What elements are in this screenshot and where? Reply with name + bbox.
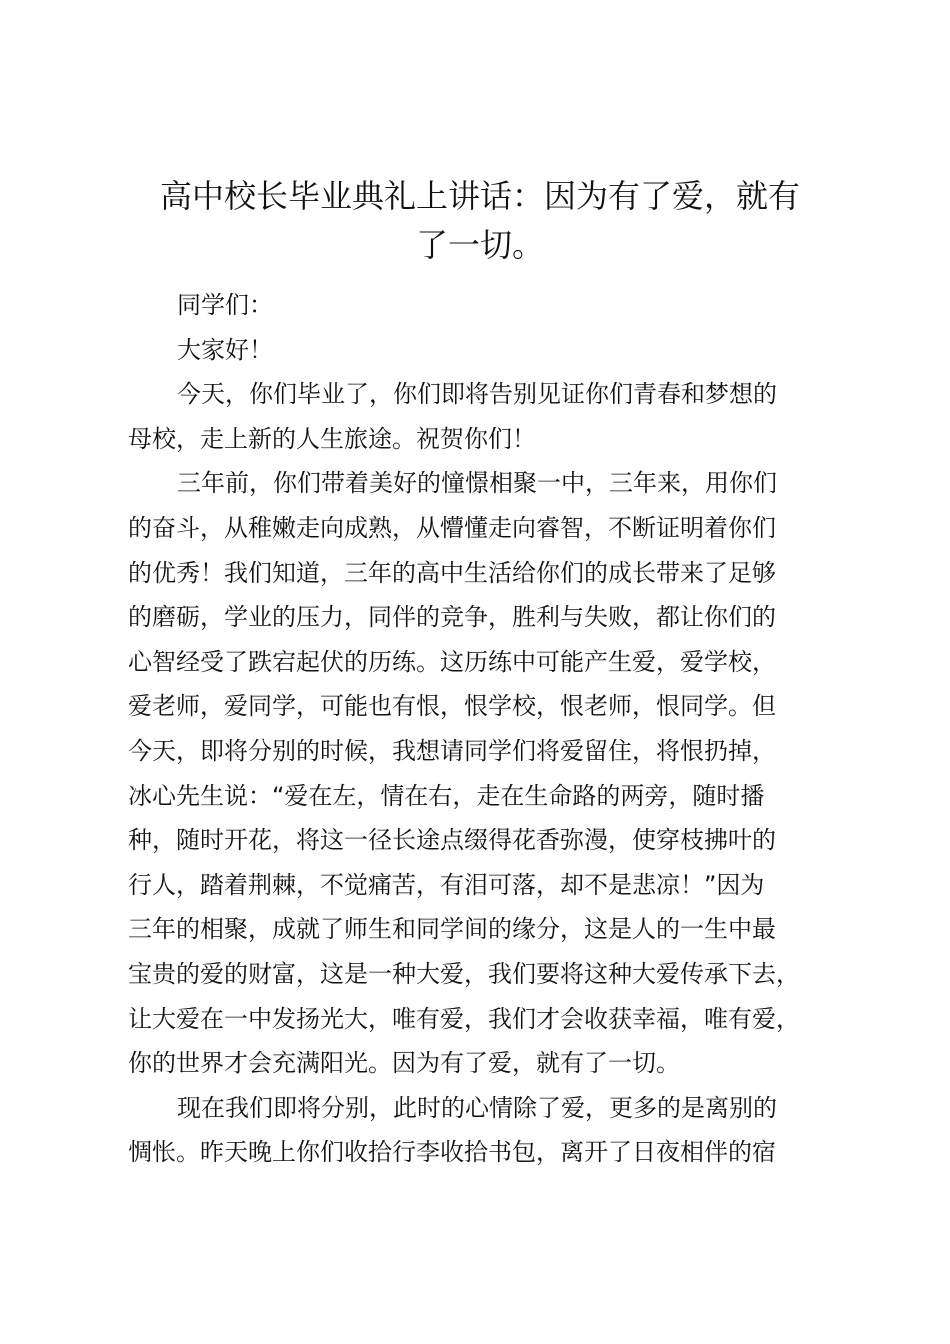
paragraph-line: 你的世界才会充满阳光。因为有了爱，就有了一切。 xyxy=(128,1049,680,1078)
paragraph-line: 现在我们即将分别，此时的心情除了爱，更多的是离别的 xyxy=(177,1093,777,1122)
paragraph-line: 心智经受了跌宕起伏的历练。这历练中可能产生爱，爱学校， xyxy=(128,647,776,676)
paragraph-line: 同学们： xyxy=(177,291,273,319)
paragraph-line: 的奋斗，从稚嫩走向成熟，从懵懂走向睿智，不断证明着你们 xyxy=(128,513,776,542)
document-title xyxy=(128,172,832,270)
paragraph-farewell xyxy=(128,1086,832,1175)
paragraph-line: 三年前，你们带着美好的憧憬相聚一中，三年来，用你们 xyxy=(177,469,777,498)
paragraph-line: 的优秀！我们知道，三年的高中生活给你们的成长带来了足够 xyxy=(128,558,776,587)
paragraph-line: 爱老师，爱同学，可能也有恨，恨学校，恨老师，恨同学。但 xyxy=(128,692,776,721)
paragraph-line: 母校，走上新的人生旅途。祝贺你们！ xyxy=(128,424,536,453)
paragraph-line: 大家好！ xyxy=(177,335,273,364)
title-line: 了一切。 xyxy=(415,226,544,264)
paragraph-line: 三年的相聚，成就了师生和同学间的缘分，这是人的一生中最 xyxy=(128,915,776,944)
paragraph-line: 冰心先生说：“爱在左，情在右，走在生命路的两旁，随时播 xyxy=(128,781,765,810)
paragraph-line: 的磨砺，学业的压力，同伴的竞争，胜利与失败，都让你们的 xyxy=(128,603,776,632)
paragraph-line: 今天，即将分别的时候，我想请同学们将爱留住，将恨扔掉， xyxy=(128,736,776,765)
paragraph-line: 惆怅。昨天晚上你们收拾行李收拾书包，离开了日夜相伴的宿 xyxy=(128,1138,776,1167)
document-page xyxy=(128,172,832,1175)
paragraph-line: 种，随时开花，将这一径长途点缀得花香弥漫，使穿枝拂叶的 xyxy=(128,826,776,855)
paragraph-three-years xyxy=(128,461,832,1085)
title-line: 高中校长毕业典礼上讲话：因为有了爱，就有 xyxy=(159,177,800,215)
paragraph-line: 让大爱在一中发扬光大，唯有爱，我们才会收获幸福，唯有爱， xyxy=(128,1004,800,1033)
paragraph-line: 今天，你们毕业了，你们即将告别见证你们青春和梦想的 xyxy=(177,380,777,409)
paragraph-line: 行人，踏着荆棘，不觉痛苦，有泪可落，却不是悲凉！”因为 xyxy=(128,870,765,899)
paragraph-congratulation xyxy=(128,372,832,461)
paragraph-greeting xyxy=(128,328,832,373)
paragraph-line: 宝贵的爱的财富，这是一种大爱，我们要将这种大爱传承下去， xyxy=(128,959,800,988)
paragraph-salutation xyxy=(128,283,832,328)
document-body xyxy=(128,283,832,1175)
